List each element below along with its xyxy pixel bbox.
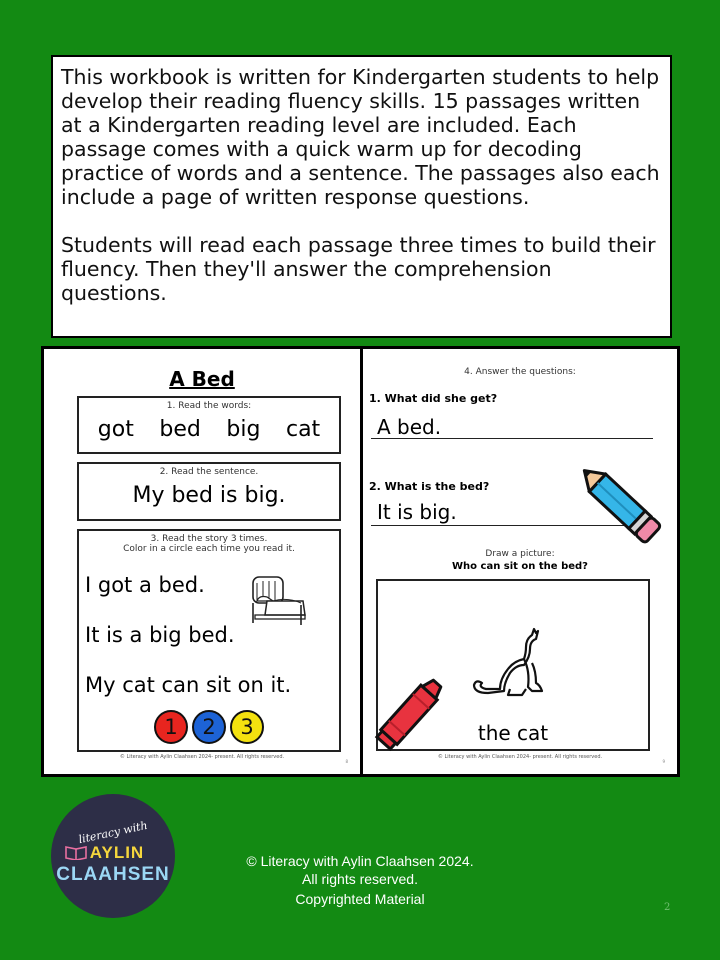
read-circle-1[interactable]: 1 (154, 710, 188, 744)
warmup-sentence: My bed is big. (132, 483, 286, 508)
story-line-1: I got a bed. (85, 573, 205, 597)
answer-1[interactable]: A bed. (377, 415, 442, 439)
word: big (226, 417, 261, 442)
crayon-icon (362, 670, 452, 764)
footer-rights: All rights reserved. (302, 871, 418, 887)
page-number: 2 (664, 902, 671, 913)
draw-question: Who can sit on the bed? (452, 561, 588, 572)
intro-text-box (51, 55, 672, 338)
question-2: 2. What is the bed? (369, 480, 490, 493)
passage-title: A Bed (169, 367, 235, 391)
read-tracker-circles (79, 710, 339, 744)
bed-illustration (247, 571, 309, 627)
book-icon (65, 844, 87, 860)
story-line-3: My cat can sit on it. (85, 673, 292, 697)
step-3-instruction: Color in a circle each time you read it. (123, 544, 295, 554)
question-1: 1. What did she get? (369, 392, 498, 405)
word: cat (285, 417, 321, 442)
word: bed (159, 417, 201, 442)
answer-line-1 (371, 438, 653, 439)
logo-name-last: CLAAHSEN (56, 864, 170, 885)
footer-copyrighted-material: Copyrighted Material (295, 891, 425, 907)
step-1-label: 1. Read the words: (166, 401, 252, 411)
left-page-copyright: © Literacy with Aylin Claahsen 2024- present. All rights reserved. (119, 754, 285, 760)
left-page-number: 8 (345, 759, 348, 764)
cat-drawing (470, 627, 552, 703)
word-list (79, 417, 339, 442)
right-page-copyright: © Literacy with Aylin Claahsen 2024- present. All rights reserved. (437, 754, 603, 760)
read-circle-3[interactable]: 3 (230, 710, 264, 744)
right-page-number: 9 (662, 759, 665, 764)
drawing-caption: the cat (477, 721, 549, 745)
story-box (77, 529, 341, 752)
read-words-box (77, 396, 341, 454)
word: got (97, 417, 134, 442)
read-sentence-box (77, 462, 341, 521)
footer-copyright: © Literacy with Aylin Claahsen 2024. (246, 853, 474, 869)
step-2-label: 2. Read the sentence. (159, 467, 259, 477)
step-3-label: 3. Read the story 3 times. (150, 534, 268, 544)
brand-logo (51, 794, 175, 918)
questions-heading: 4. Answer the questions: (464, 367, 576, 377)
draw-label: Draw a picture: (485, 549, 555, 559)
logo-name-first: AYLIN (89, 843, 145, 862)
answer-2[interactable]: It is big. (377, 500, 457, 524)
preview-page-left (41, 346, 363, 777)
story-line-2: It is a big bed. (85, 623, 235, 647)
intro-paragraph-2: Students will read each passage three times to build their fluency. Then they'll answer the comprehension questions. (61, 233, 656, 305)
read-circle-2[interactable]: 2 (192, 710, 226, 744)
intro-paragraph-1: This workbook is written for Kindergarten students to help develop their reading fluency skills. 15 passages written at a Kindergarten reading level are included. Each passage comes with a quick warm up for decoding practice of words and a sentence. The passages also each include a page of written response questions. (61, 65, 660, 209)
pencil-icon (566, 452, 670, 552)
logo-tagline: literacy with (77, 818, 149, 847)
